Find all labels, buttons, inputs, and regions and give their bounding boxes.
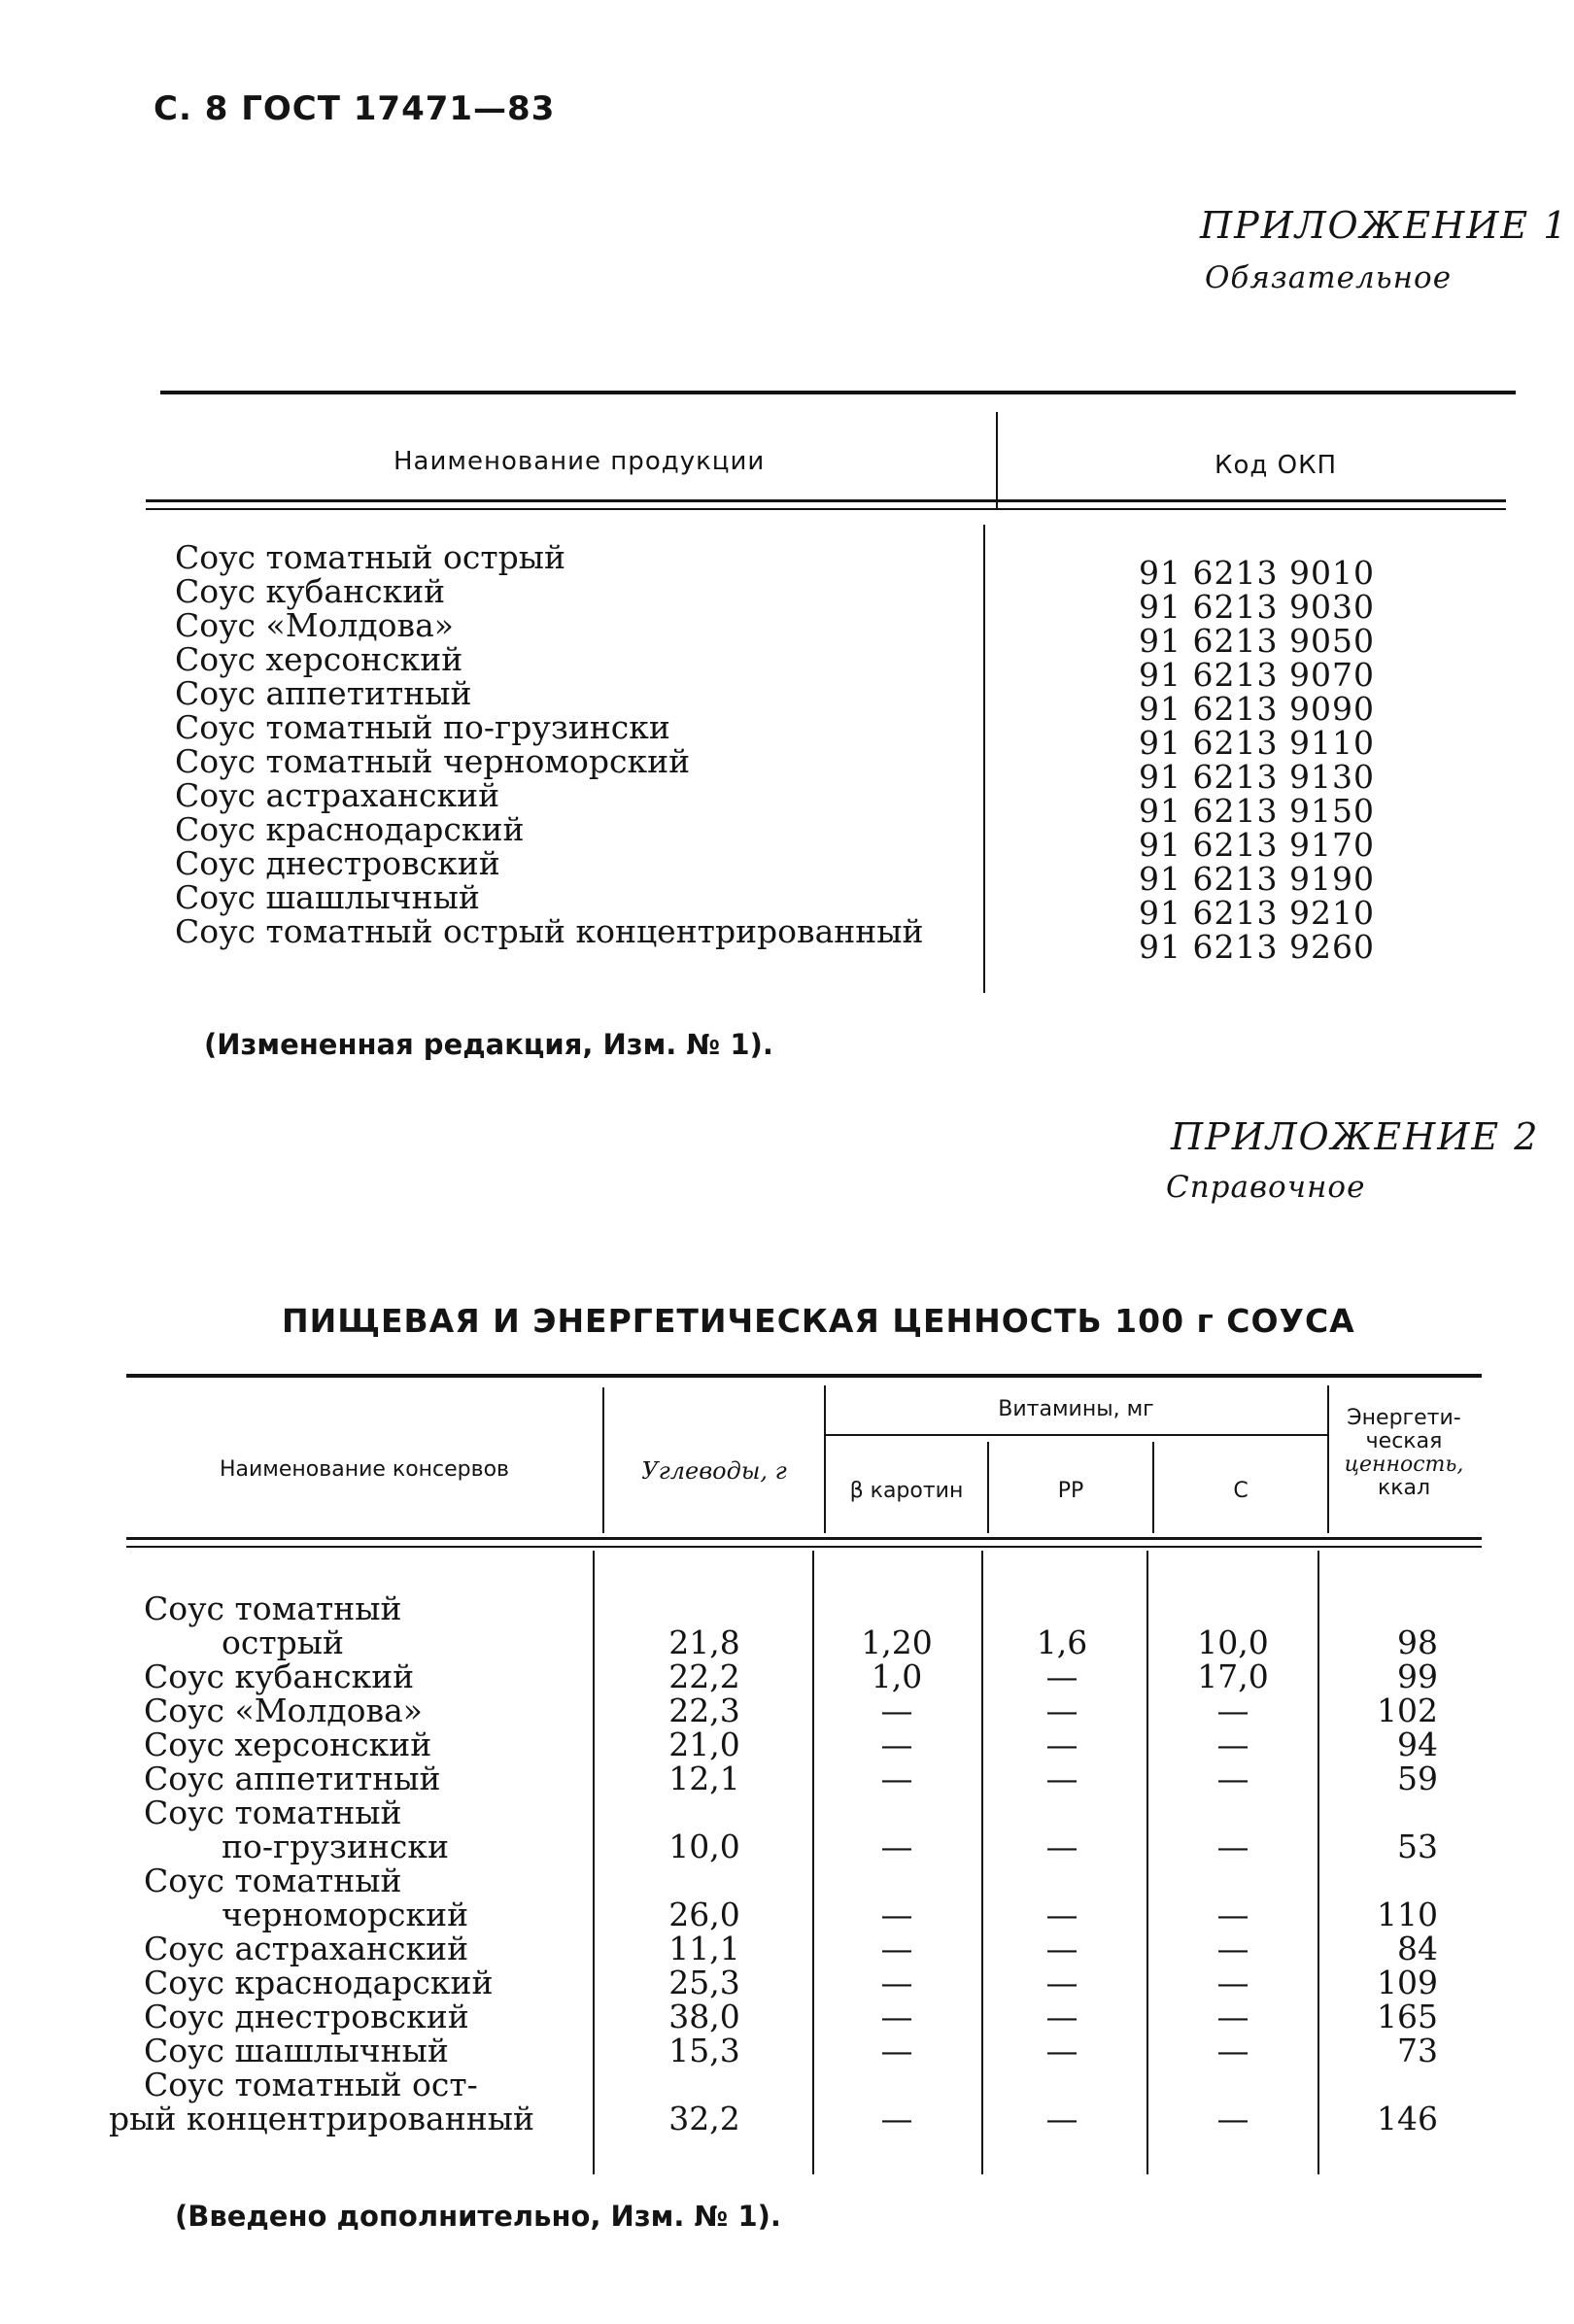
- t2-head-rule-2: [126, 1546, 1482, 1548]
- t2-cell-c: —: [1216, 1896, 1249, 1933]
- t1-product-code: 91 6213 9070: [1139, 656, 1375, 694]
- appendix2-title: ПРИЛОЖЕНИЕ 2: [1171, 1115, 1540, 1158]
- t2-cell-c: —: [1216, 2032, 1249, 2069]
- t2-vitamin-rule: [824, 1434, 1329, 1436]
- t2-cell-beta: —: [880, 1726, 913, 1763]
- t2-cell-beta: 1,20: [861, 1623, 933, 1661]
- t2-cell-beta: —: [880, 1930, 913, 1967]
- t2-cell-energy: 59: [1397, 1760, 1438, 1797]
- t2-col-c: C: [1233, 1479, 1249, 1503]
- t1-col-product: Наименование продукции: [394, 447, 766, 476]
- t2-cell-carbs: 21,8: [668, 1623, 740, 1661]
- t2-energy-line2: ческая: [1365, 1429, 1443, 1453]
- t2-cell-pp: 1,6: [1036, 1623, 1088, 1661]
- t2-bdiv-4: [1146, 1551, 1148, 2174]
- t2-cell-carbs: 11,1: [668, 1930, 740, 1967]
- t1-head-divider: [996, 412, 998, 509]
- t2-cell-c: —: [1216, 2100, 1249, 2137]
- t1-product-name: Соус «Молдова»: [175, 606, 454, 644]
- t2-cell-beta: —: [880, 1998, 913, 2035]
- t2-cell-energy: 110: [1377, 1896, 1438, 1933]
- t2-cell-c: —: [1216, 1692, 1249, 1729]
- t1-product-code: 91 6213 9210: [1139, 894, 1375, 932]
- t1-product-name: Соус кубанский: [175, 572, 446, 610]
- t2-cell-carbs: 26,0: [668, 1896, 740, 1933]
- t2-row-name: Соус аппетитный: [144, 1760, 441, 1797]
- t2-cell-energy: 99: [1397, 1658, 1438, 1695]
- t2-cell-energy: 146: [1377, 2100, 1438, 2137]
- t2-cell-carbs: 15,3: [668, 2032, 740, 2069]
- t2-cell-carbs: 22,3: [668, 1692, 740, 1729]
- t1-product-name: Соус томатный острый: [175, 538, 565, 576]
- t1-product-code: 91 6213 9090: [1139, 690, 1375, 728]
- t2-cell-pp: —: [1045, 1692, 1078, 1729]
- t2-row-name: Соус томатный: [144, 1862, 402, 1899]
- t2-cell-pp: —: [1045, 1896, 1078, 1933]
- t1-product-code: 91 6213 9170: [1139, 826, 1375, 864]
- t2-cell-carbs: 25,3: [668, 1964, 740, 2001]
- t2-cell-pp: —: [1045, 2032, 1078, 2069]
- t2-cell-carbs: 38,0: [668, 1998, 740, 2035]
- t2-cell-c: —: [1216, 1998, 1249, 2035]
- t2-cell-energy: 94: [1397, 1726, 1438, 1763]
- t2-row-name-cont: по-грузински: [222, 1828, 449, 1865]
- t2-cell-beta: —: [880, 1692, 913, 1729]
- t1-body-divider: [983, 525, 985, 993]
- t2-cell-pp: —: [1045, 1828, 1078, 1865]
- t2-cell-c: 10,0: [1197, 1623, 1269, 1661]
- t2-cell-energy: 73: [1397, 2032, 1438, 2069]
- t1-product-name: Соус астраханский: [175, 776, 500, 814]
- t2-cell-carbs: 21,0: [668, 1726, 740, 1763]
- t2-top-rule: [126, 1374, 1482, 1378]
- t1-product-code: 91 6213 9130: [1139, 758, 1375, 796]
- t1-product-code: 91 6213 9110: [1139, 724, 1375, 762]
- t2-cell-pp: —: [1045, 1964, 1078, 2001]
- t1-head-rule-1: [146, 499, 1506, 502]
- t2-cell-beta: —: [880, 2100, 913, 2137]
- t2-cell-carbs: 32,2: [668, 2100, 740, 2137]
- t2-head-rule-1: [126, 1537, 1482, 1540]
- t2-cell-pp: —: [1045, 1760, 1078, 1797]
- t2-cell-beta: —: [880, 1760, 913, 1797]
- t2-col-beta: β каротин: [849, 1479, 964, 1503]
- t2-row-name: Соус краснодарский: [144, 1964, 494, 2001]
- t1-product-name: Соус томатный по-грузински: [175, 708, 670, 746]
- t2-cell-carbs: 12,1: [668, 1760, 740, 1797]
- t2-cell-energy: 102: [1377, 1692, 1438, 1729]
- t2-cell-beta: 1,0: [871, 1658, 923, 1695]
- t2-cell-beta: —: [880, 1896, 913, 1933]
- t1-product-code: 91 6213 9260: [1139, 928, 1375, 966]
- t2-cell-c: —: [1216, 1760, 1249, 1797]
- t1-product-code: 91 6213 9050: [1139, 622, 1375, 660]
- t2-row-name: Соус шашлычный: [144, 2032, 449, 2069]
- page-header: С. 8 ГОСТ 17471—83: [154, 89, 556, 128]
- t2-cell-c: —: [1216, 1964, 1249, 2001]
- t2-bdiv-1: [593, 1551, 595, 2174]
- t1-product-name: Соус томатный острый концентрированный: [175, 912, 924, 950]
- t1-product-name: Соус краснодарский: [175, 810, 525, 848]
- t2-hdiv-5: [1327, 1385, 1329, 1533]
- t2-col-vitamins: Витамины, мг: [998, 1397, 1154, 1421]
- t2-energy-line4: ккал: [1377, 1476, 1431, 1500]
- t2-col-energy: [1331, 1407, 1477, 1500]
- t2-cell-c: —: [1216, 1726, 1249, 1763]
- t2-cell-c: —: [1216, 1930, 1249, 1967]
- t2-cell-energy: 98: [1397, 1623, 1438, 1661]
- t1-product-name: Соус томатный черноморский: [175, 742, 691, 780]
- t2-row-name-cont: рый концентрированный: [109, 2100, 534, 2137]
- t2-row-name: Соус астраханский: [144, 1930, 469, 1967]
- t2-row-name: Соус томатный ост-: [144, 2066, 478, 2103]
- t1-product-code: 91 6213 9010: [1139, 554, 1375, 592]
- t2-cell-energy: 84: [1397, 1930, 1438, 1967]
- appendix1-title: ПРИЛОЖЕНИЕ 1: [1200, 204, 1569, 247]
- t2-cell-energy: 165: [1377, 1998, 1438, 2035]
- t2-cell-energy: 53: [1397, 1828, 1438, 1865]
- t1-product-list: [175, 540, 924, 948]
- t2-bdiv-5: [1317, 1551, 1319, 2174]
- t2-cell-c: —: [1216, 1828, 1249, 1865]
- appendix2-note: (Введено дополнительно, Изм. № 1).: [175, 2200, 781, 2233]
- t2-row-name: Соус днестровский: [144, 1998, 469, 2035]
- appendix1-note: (Измененная редакция, Изм. № 1).: [204, 1028, 773, 1061]
- t2-cell-beta: —: [880, 1828, 913, 1865]
- t2-row-name: Соус томатный: [144, 1794, 402, 1831]
- t1-product-code: 91 6213 9150: [1139, 792, 1375, 830]
- t2-cell-carbs: 10,0: [668, 1828, 740, 1865]
- t2-energy-line1: Энергети-: [1347, 1406, 1461, 1430]
- t2-col-carbs: Углеводы, г: [641, 1457, 787, 1485]
- t2-cell-pp: —: [1045, 2100, 1078, 2137]
- t1-product-name: Соус херсонский: [175, 640, 463, 678]
- t2-cell-beta: —: [880, 1964, 913, 2001]
- t2-cell-carbs: 22,2: [668, 1658, 740, 1695]
- t2-row-name-cont: острый: [222, 1623, 344, 1661]
- t2-cell-c: 17,0: [1197, 1658, 1269, 1695]
- t2-col-pp: PP: [1057, 1479, 1084, 1503]
- nutrition-table-title: ПИЩЕВАЯ И ЭНЕРГЕТИЧЕСКАЯ ЦЕННОСТЬ 100 г СОУСА: [282, 1302, 1355, 1340]
- t2-row-name: Соус кубанский: [144, 1658, 415, 1695]
- appendix2-status: Справочное: [1166, 1170, 1366, 1205]
- t1-code-list: [1139, 556, 1375, 964]
- t2-hdiv-1: [602, 1387, 604, 1533]
- appendix1-status: Обязательное: [1205, 260, 1453, 295]
- t2-cell-pp: —: [1045, 1998, 1078, 2035]
- t1-product-code: 91 6213 9030: [1139, 588, 1375, 626]
- t2-row-name-cont: черноморский: [222, 1896, 469, 1933]
- t1-product-name: Соус днестровский: [175, 844, 500, 882]
- t2-cell-pp: —: [1045, 1930, 1078, 1967]
- t1-col-code: Код ОКП: [1215, 451, 1338, 480]
- t1-product-name: Соус шашлычный: [175, 878, 480, 916]
- t1-product-code: 91 6213 9190: [1139, 860, 1375, 898]
- t1-head-rule-2: [146, 508, 1506, 510]
- t2-energy-line3: ценность,: [1344, 1452, 1464, 1477]
- t1-top-rule: [160, 391, 1516, 394]
- t2-cell-beta: —: [880, 2032, 913, 2069]
- t1-product-name: Соус аппетитный: [175, 674, 472, 712]
- t2-bdiv-2: [812, 1551, 814, 2174]
- t2-row-name: Соус «Молдова»: [144, 1692, 423, 1729]
- t2-row-name: Соус херсонский: [144, 1726, 432, 1763]
- t2-cell-pp: —: [1045, 1726, 1078, 1763]
- t2-row-name: Соус томатный: [144, 1589, 402, 1627]
- t2-col-name: Наименование консервов: [219, 1457, 510, 1482]
- t2-cell-energy: 109: [1377, 1964, 1438, 2001]
- t2-cell-pp: —: [1045, 1658, 1078, 1695]
